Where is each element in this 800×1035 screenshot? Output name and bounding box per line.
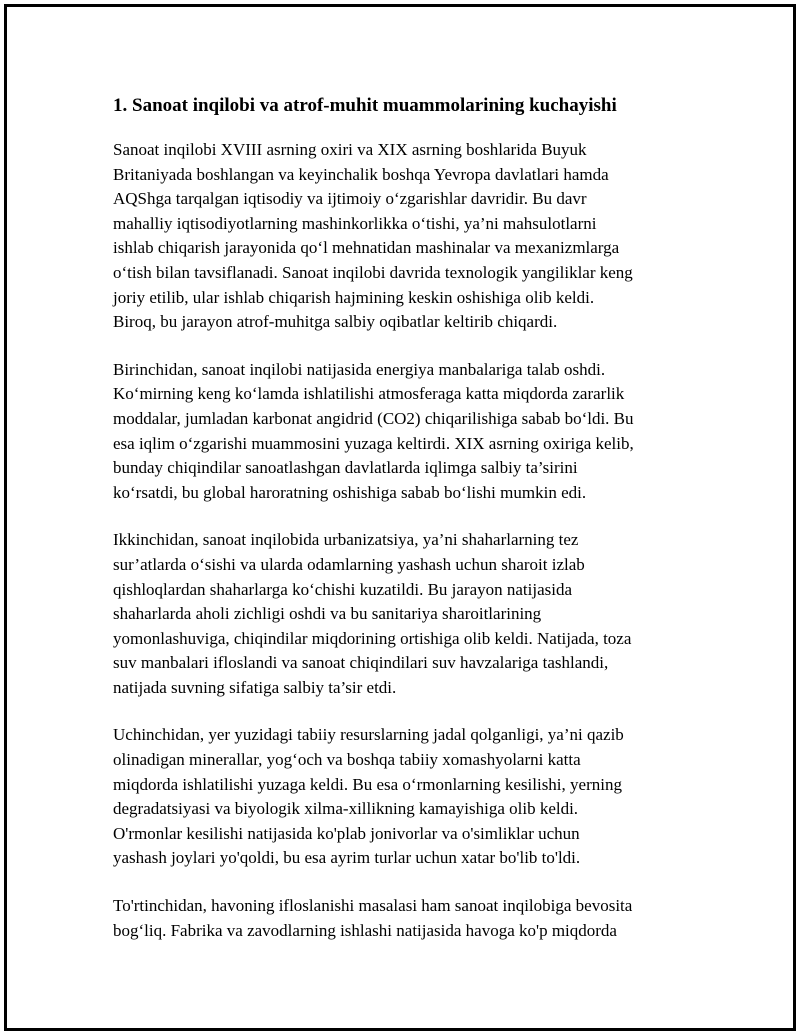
text-line: natijada suvning sifatiga salbiy ta’sir etdi. <box>113 677 397 697</box>
text-line: bog‘liq. Fabrika va zavodlarning ishlashi natijasida havoga ko'p miqdorda <box>113 920 617 940</box>
text-line: o‘tish bilan tavsiflanadi. Sanoat inqilobi davrida texnologik yangiliklar keng <box>113 262 633 282</box>
paragraph-second <box>113 528 693 700</box>
text-line: To'rtinchidan, havoning ifloslanishi masalasi ham sanoat inqilobiga bevosita <box>113 896 633 916</box>
text-line: shaharlarda aholi zichligi oshdi va bu sanitariya sharoitlarining <box>113 604 542 624</box>
text-line: yomonlashuviga, chiqindilar miqdorining ortishiga olib keldi. Natijada, toza <box>113 628 632 648</box>
text-line: Birinchidan, sanoat inqilobi natijasida energiya manbalariga talab oshdi. <box>113 359 606 379</box>
text-line: qishloqlardan shaharlarga ko‘chishi kuzatildi. Bu jarayon natijasida <box>113 579 573 599</box>
text-line: bunday chiqindilar sanoatlashgan davlatlarda iqlimga salbiy ta’sirini <box>113 458 578 478</box>
text-line: mahalliy iqtisodiyotlarning mashinkorlikka o‘tishi, ya’ni mahsulotlarni <box>113 213 597 233</box>
text-line: degradatsiyasi va biyologik xilma-xillikning kamayishiga olib keldi. <box>113 799 579 819</box>
text-line: Britaniyada boshlangan va keyinchalik boshqa Yevropa davlatlari hamda <box>113 164 609 184</box>
text-line: Ikkinchidan, sanoat inqilobida urbanizatsiya, ya’ni shaharlarning tez <box>113 530 579 550</box>
text-line: sur’atlarda o‘sishi va ularda odamlarning yashash uchun sharoit izlab <box>113 554 585 574</box>
text-line: ishlab chiqarish jarayonida qo‘l mehnatidan mashinalar va mexanizmlarga <box>113 238 620 258</box>
paragraph-fourth <box>113 894 693 943</box>
text-line: suv manbalari ifloslandi va sanoat chiqindilari suv havzalariga tashlandi, <box>113 653 609 673</box>
text-line: Ko‘mirning keng ko‘lamda ishlatilishi atmosferaga katta miqdorda zararlik <box>113 384 625 404</box>
text-line: esa iqlim o‘zgarishi muammosini yuzaga keltirdi. XIX asrning oxiriga kelib, <box>113 433 634 453</box>
paragraph-first <box>113 358 693 506</box>
text-line: O'rmonlar kesilishi natijasida ko'plab jonivorlar va o'simliklar uchun <box>113 823 580 843</box>
text-line: Uchinchidan, yer yuzidagi tabiiy resurslarning jadal qolganligi, ya’ni qazib <box>113 725 624 745</box>
text-line: Sanoat inqilobi XVIII asrning oxiri va XIX asrning boshlarida Buyuk <box>113 140 587 159</box>
paragraph-intro <box>113 138 693 335</box>
document-body <box>113 93 693 966</box>
text-line: miqdorda ishlatilishi yuzaga keldi. Bu esa o‘rmonlarning kesilishi, yerning <box>113 774 622 794</box>
text-line: yashash joylari yo'qoldi, bu esa ayrim turlar uchun xatar bo'lib to'ldi. <box>113 848 581 868</box>
text-line: AQShga tarqalgan iqtisodiy va ijtimoiy o‘zgarishlar davridir. Bu davr <box>113 189 587 209</box>
text-line: moddalar, jumladan karbonat angidrid (CO2) chiqarilishiga sabab bo‘ldi. Bu <box>113 408 634 428</box>
text-line: ko‘rsatdi, bu global haroratning oshishiga sabab bo‘lishi mumkin edi. <box>113 482 587 502</box>
section-heading: 1. Sanoat inqilobi va atrof-muhit muammolarining kuchayishi <box>113 95 617 116</box>
text-line: olinadigan minerallar, yog‘och va boshqa tabiiy xomashyolarni katta <box>113 750 581 770</box>
text-line: Biroq, bu jarayon atrof-muhitga salbiy oqibatlar keltirib chiqardi. <box>113 312 558 332</box>
paragraph-third <box>113 723 693 871</box>
text-line: joriy etilib, ular ishlab chiqarish hajmining keskin oshishiga olib keldi. <box>113 287 595 307</box>
